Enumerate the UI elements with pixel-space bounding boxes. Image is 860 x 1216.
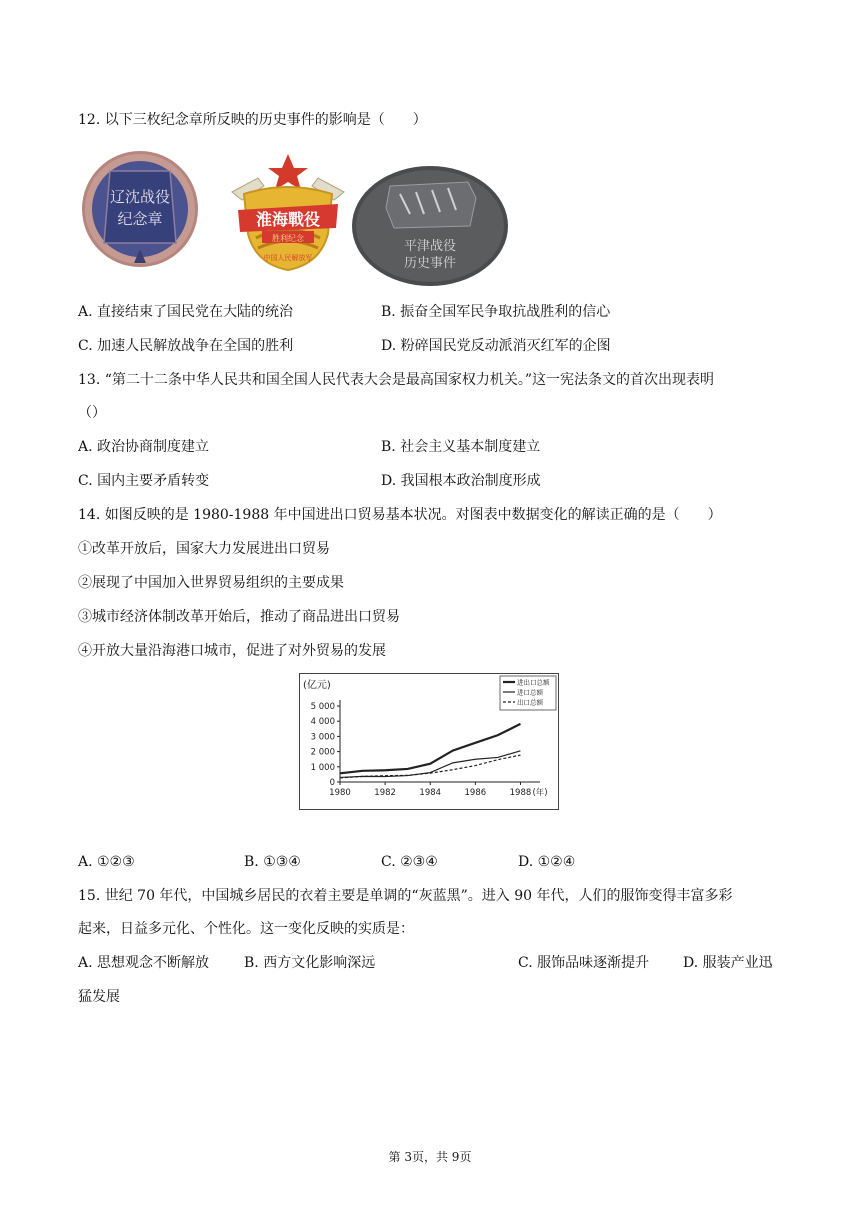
badge-text: 淮海戰役 [255, 210, 321, 229]
statement-1: ①改革开放后，国家大力发展进出口贸易 [78, 541, 330, 557]
statement-2: ②展现了中国加入世界贸易组织的主要成果 [78, 575, 344, 591]
badge-text: 辽沈战役 [109, 188, 171, 206]
series-line-1 [340, 724, 520, 773]
x-tick-label: 1980 [329, 788, 351, 798]
legend-label: 进出口总额 [517, 678, 550, 687]
y-tick-label: 0 [329, 778, 335, 788]
option-a[interactable]: A. 思想观念不断解放 [78, 955, 210, 971]
statement-3: ③城市经济体制改革开始后，推动了商品进出口贸易 [78, 609, 400, 625]
badge-text: 纪念章 [117, 210, 163, 228]
page-footer: 第 3页，共 9页 [388, 1150, 472, 1164]
pingjin-campaign-medal [350, 164, 512, 288]
x-tick-label: 1984 [419, 788, 442, 798]
option-a[interactable]: A. ①②③ [78, 854, 135, 870]
series-line-3 [340, 755, 520, 778]
liaoshen-campaign-medal [80, 145, 202, 273]
option-b[interactable]: B. 社会主义基本制度建立 [381, 439, 541, 455]
option-b[interactable]: B. 西方文化影响深远 [244, 955, 376, 971]
question-13-stem-cont: （） [78, 405, 106, 421]
question-12-stem: 12. 以下三枚纪念章所反映的历史事件的影响是（ ） [78, 112, 427, 128]
option-c[interactable]: C. ②③④ [381, 854, 438, 870]
option-d[interactable]: D. 服装产业迅 [683, 955, 773, 971]
question-15-stem: 15. 世纪 70 年代，中国城乡居民的衣着主要是单调的“灰蓝黑”。进入 90 年代，人们的服饰变得丰富多彩 [78, 888, 733, 904]
trade-chart [299, 673, 559, 810]
x-axis-label: (年) [532, 788, 548, 798]
option-d[interactable]: D. ①②④ [518, 854, 576, 870]
option-b[interactable]: B. ①③④ [244, 854, 301, 870]
y-tick-label: 3 000 [310, 732, 335, 743]
option-c[interactable]: C. 服饰品味逐渐提升 [518, 955, 650, 971]
legend-label: 出口总额 [517, 698, 543, 707]
question-14-stem: 14. 如图反映的是 1980-1988 年中国进出口贸易基本状况。对图表中数据变化的解读正确的是（ ） [78, 507, 722, 523]
badge-text: 平津战役 [403, 239, 457, 254]
option-a[interactable]: A. 政治协商制度建立 [78, 439, 210, 455]
question-15-stem-cont: 起来，日益多元化、个性化。这一变化反映的实质是： [78, 921, 414, 937]
y-axis-label: (亿元) [303, 680, 331, 691]
option-c[interactable]: C. 加速人民解放战争在全国的胜利 [78, 338, 294, 354]
badge-text: 胜利纪念 [272, 234, 304, 243]
badge-text: 中国人民解放军 [263, 254, 313, 262]
option-b[interactable]: B. 振奋全国军民争取抗战胜利的信心 [381, 304, 611, 320]
option-d[interactable]: D. 粉碎国民党反动派消灭红军的企图 [381, 338, 611, 354]
y-tick-label: 4 000 [310, 717, 335, 728]
option-a[interactable]: A. 直接结束了国民党在大陆的统治 [78, 304, 294, 320]
badge-text: 历史事件 [403, 256, 457, 271]
x-tick-label: 1982 [374, 788, 396, 798]
y-tick-label: 5 000 [310, 702, 335, 712]
statement-4: ④开放大量沿海港口城市，促进了对外贸易的发展 [78, 643, 386, 659]
x-tick-label: 1988 [509, 788, 532, 798]
option-c[interactable]: C. 国内主要矛盾转变 [78, 473, 210, 489]
question-13-stem: 13. “第二十二条中华人民共和国全国人民代表大会是最高国家权力机关。”这一宪法条文的首次出现表明 [78, 372, 715, 388]
x-tick-label: 1986 [464, 788, 487, 798]
trade-chart-svg [300, 674, 558, 809]
option-d[interactable]: D. 我国根本政治制度形成 [381, 473, 541, 489]
y-tick-label: 1 000 [310, 762, 335, 773]
option-d-wrap: 猛发展 [78, 989, 120, 1005]
legend-label: 进口总额 [517, 688, 543, 697]
huaihai-campaign-medal [224, 152, 352, 274]
y-tick-label: 2 000 [310, 747, 335, 758]
